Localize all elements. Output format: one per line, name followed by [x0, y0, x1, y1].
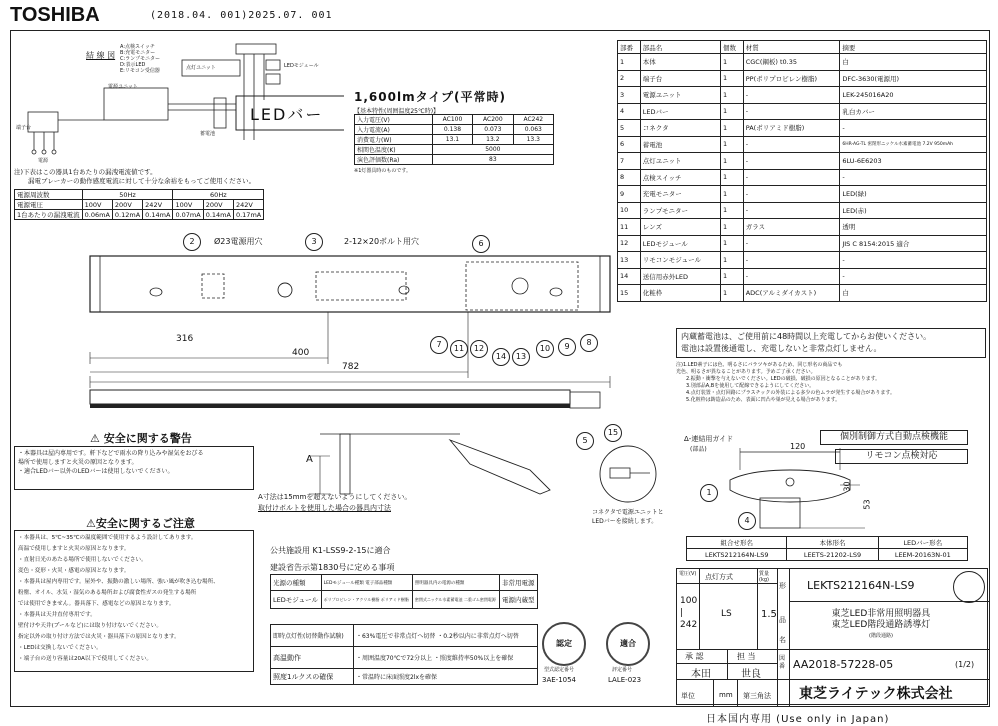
- bubble-14: 14: [492, 348, 510, 366]
- guide-dim-30: 30: [842, 481, 852, 492]
- bubble-10: 10: [536, 340, 554, 358]
- revision-text: (2018.04. 001)2025.07. 001: [150, 10, 333, 21]
- conformity-stamp: 適合: [606, 622, 650, 666]
- wiring-diagram: [14, 40, 344, 170]
- stamp1-no: 3AE-1054: [542, 676, 577, 684]
- model-circle: [953, 571, 985, 603]
- spec-subtitle: 【基本特性(周囲温度25℃時)】: [354, 108, 440, 115]
- spec-table: 入力電圧(V) AC100 AC200 AC242 入力電流(A) 0.138 0.073 0.063 消費電力(W) 13.1 13.2 13.3 相関色温度(K) 5000 演色評価数(Ra) 83: [354, 114, 554, 165]
- battery-note: 内蔵蓄電池は、ご使用前に48時間以上充電してからお使いください。 電池は設置後通電し、充電しないと非常点灯しません。: [676, 328, 986, 358]
- voltage-label: 電圧(V): [679, 571, 697, 577]
- bubble-15: 15: [604, 424, 622, 442]
- stamp2-no: LALE-023: [608, 676, 642, 684]
- approve-label: 承 認: [685, 652, 704, 661]
- brand-logo: TOSHIBA: [10, 4, 100, 26]
- warning-icon: ⚠: [90, 432, 104, 445]
- voltage-values: 100 | 242: [680, 596, 698, 630]
- bubble-2: 2: [183, 233, 201, 251]
- combo-table: 組合せ形名 本体形名 LEDバー形名 LEKTS212164N-LS9 LEETS-21202-LS9 LEEM-20163N-01: [686, 536, 968, 561]
- caution-icon: ⚠: [86, 517, 96, 530]
- bubble-1: 1: [700, 484, 718, 502]
- wiring-legend: A:点検スイッチ B:充電モニター C:ランプモニター D:表示LED E:リモコン受信器: [120, 44, 160, 74]
- feature-remote: リモコン点検対応: [835, 449, 968, 464]
- notes-list: 注)1.LED素子には色、明るさにバラツキがあるため、同じ形名の商品でも 光色、明るさが異なることがあります。予めご了承ください。 2.振動・衝撃を与えないでください。LEDの破損、破損の原因となることがあります。 3.別部品A,Bを使用して配線できるようにしてください。 4.点灯装置・点灯回路にプラスチックの外装による多少の色ムラが発生する場合があります。 5.化粧枠は鋳造品のため、表面に凹凸や巣が見える場合があります。: [676, 362, 895, 403]
- stamp2-label: 評定番号: [612, 667, 633, 673]
- wiring-title: 結 線 図: [86, 51, 116, 60]
- unit-value: mm: [719, 691, 733, 699]
- label-terminal: 端子台: [16, 125, 32, 131]
- bubble-7: 7: [430, 336, 448, 354]
- public-standard: 公共施設用 K1-LSS9-2-15に適合: [270, 546, 391, 555]
- drawing-label: 図番: [779, 655, 786, 670]
- label-led-module: LEDモジュール: [284, 63, 319, 69]
- spec-note: ※1灯器具時のものです。: [354, 168, 411, 174]
- projection: 第三角法: [743, 692, 771, 700]
- sheet-number: (1/2): [955, 660, 975, 669]
- a-note: A寸法は15mmを超えないようにしてください。 取付けボルトを使用した場合の器具内寸法: [258, 493, 412, 512]
- mass-label: 質量(kg): [759, 571, 770, 583]
- guide-dim-120: 120: [790, 442, 806, 451]
- warning-box: ・本器具は屋内専用です。軒下などで雨水の降り込みや湿気をおびる 場所で使用しますと火災の原因となります。 ・適合LEDバー以外のLEDバーは使用しないでください。: [14, 446, 254, 490]
- bolt-label: 2-12×20ボルト用穴: [344, 237, 420, 246]
- connector-detail: [590, 440, 680, 510]
- model-value: LEKTS212164N-LS9: [807, 579, 915, 592]
- company-name: 東芝ライテック株式会社: [799, 686, 953, 702]
- bubble-12: 12: [470, 340, 488, 358]
- charge-label: 担 当: [737, 652, 756, 661]
- dim-316: 316: [176, 334, 194, 344]
- notice-standard: 建設省告示第1830号に定める事項: [270, 563, 395, 572]
- bubbles-bottom: [430, 336, 610, 361]
- label-led-bar: LEDバー: [250, 105, 324, 124]
- dim-a: A: [306, 454, 313, 465]
- label-battery: 蓄電池: [200, 131, 216, 137]
- performance-table: 即時点灯性(切替動作試験) ・63%電圧で非常点灯へ切替 ・0.2秒以内に非常点灯へ切替 高温動作 ・周囲温度70℃で72分以上 ・照度維持率50%以上を確保 照度1ルクスの確保 ・常温時に床面照度2lxを確保: [270, 624, 538, 685]
- name-label: 名: [779, 636, 786, 644]
- bubble-9: 9: [558, 338, 576, 356]
- domestic-use: 日本国内専用 (Use only in Japan): [706, 714, 890, 725]
- title-block: [676, 568, 988, 705]
- caution-box: ・本器具は、5℃~35℃の温度範囲で使用するよう設計してあります。 高温で使用しますと火災の原因となります。 ・直射日光のあたる場所で使用しないでください。 変色・変形・火災・感電の原因となります。 ・本器具は屋内専用です。屋外や、振動の激しい場所、強い風が吹き込む場所、 粉塵、オイル、水気・湿気のある場所および腐食性ガスの発生する場所 では使用できません。器具落下、感電などの原因となります。 ・本器具は天井直付専用です。 壁付けや天井(プールなど)には取り付けないでください。 指定以外の取り付け方法では火災・器具落下の原因となります。 ・LEDは交換しないでください。 ・端子台の送り容量は20A以下で使用してください。: [14, 530, 254, 672]
- bubble-13: 13: [512, 348, 530, 366]
- dim-400: 400: [292, 348, 310, 358]
- warning-title: ⚠ 安全に関する警告: [90, 432, 192, 445]
- dim-782: 782: [342, 362, 360, 372]
- caution-title: ⚠安全に関するご注意: [86, 517, 195, 530]
- model-label: 形: [779, 582, 786, 590]
- bubble-5: 5: [576, 432, 594, 450]
- lighting-value: LS: [721, 609, 732, 619]
- bubble-6: 6: [472, 235, 490, 253]
- bubble-11: 11: [450, 340, 468, 358]
- hole-label: Ø23電源用穴: [214, 237, 263, 246]
- mass-value: 1.5: [761, 609, 777, 620]
- stamp1-label: 型式認定番号: [544, 667, 575, 673]
- unit-label: 単位: [681, 692, 695, 700]
- label-lighting-unit: 点灯ユニット: [186, 65, 216, 71]
- guide-label: Δ-連結用ガイド: [684, 435, 734, 443]
- product-label: 品: [779, 616, 786, 624]
- approver-name: 本田: [691, 669, 711, 680]
- leak-note: 注)下表はこの器具1台あたりの漏洩電流値です。 漏電ブレーカーの動作感度電流に対して十分な余裕をもってご使用ください。: [14, 168, 256, 185]
- drawing-number: AA2018-57228-05: [793, 658, 894, 671]
- spec-title: 1,600lmタイプ(平常時): [354, 90, 506, 104]
- person-name: 世良: [741, 669, 761, 680]
- lighting-label: 点灯方式: [705, 573, 733, 581]
- bubble-4: 4: [738, 512, 756, 530]
- bubble-8: 8: [580, 334, 598, 352]
- certification-stamp: 認定: [542, 622, 586, 666]
- feature-auto-check: 個別制御方式自動点検機能: [820, 430, 968, 445]
- guide-dim-53: 53: [862, 499, 872, 510]
- parts-table: 部番 部品名 個数 材質 摘要 1 本体 1 CGC(鋼板) t0.35 白 2 端子台 1 PP(ポリプロピレン樹脂) DFC-3630(電源用) 3 電源ユニット 1 - LEK-245016A20 4 LEDバー 1 - 乳白カバー 5 コネクタ 1 PA(ポリアミド樹脂) - 6 蓄電池 1 - 6HR-AG-TL 密閉形ニッケル水素蓄電池 7.2V 950mAh 7 点灯ユニット 1 - 6LU-6E6203 8 点検スイッチ 1 - - 9 充電モニター 1 - LED(緑) 10 ランプモニター 1 - LED(赤) 11 レンズ 1 ガラス 透明 12 LEDモジュール 1 - JIS C 8154:2015 適合 13 リモコンモジュール 1 - - 14 送信用赤外LED 1 - - 15 化粧枠 1 ADC(アルミダイカスト) 白: [617, 40, 987, 302]
- bolt-detail: [300, 430, 600, 530]
- label-power-unit: 電源ユニット: [108, 84, 138, 90]
- standards-table: 光源の種類 LEDモジュール種類 電子部品種類 照明器具内の電源の種類 非常用電源 LEDモジュール ポリプロピレン・アクリル樹脂 ポリアミド樹脂 密閉式ニッケル水素蓄電池 二重ゴム密閉電源 電源内蔵型: [270, 574, 538, 609]
- bubble-3: 3: [305, 233, 323, 251]
- product-names: 東芝LED非常用照明器具 東芝LED階段通路誘導灯 (階段通路): [831, 609, 931, 639]
- leak-table: 電源周波数 50Hz 60Hz 電源電圧 100V 200V 242V 100V 200V 242V 1台あたりの漏洩電流 0.06mA 0.12mA 0.14mA 0.07mA 0.14mA 0.17mA: [14, 189, 264, 220]
- label-power-supply: 電源: [38, 158, 49, 164]
- guide-sub: (部品): [690, 446, 707, 453]
- connector-note: コネクタで電源ユニットと LEDバーを接続します。: [592, 509, 664, 525]
